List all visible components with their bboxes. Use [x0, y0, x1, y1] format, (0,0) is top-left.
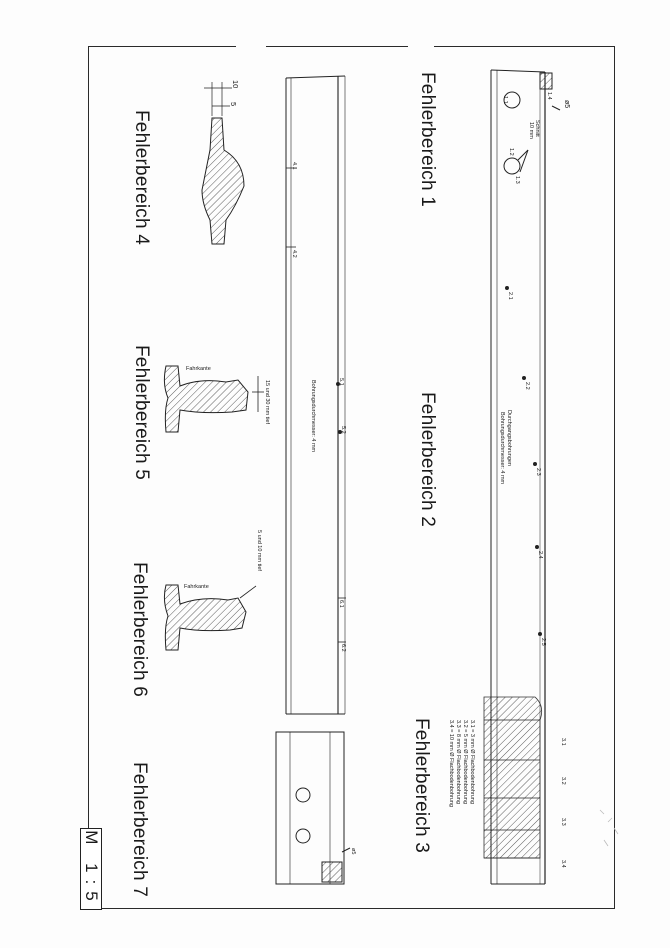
mark-1-3: 1.3	[514, 176, 520, 184]
flat-hole-3-2: 3.2 = 5 mm Ø Flachbodenbohrung	[462, 720, 468, 804]
fahrkante-label-5: Fahrkante	[186, 366, 211, 372]
mark-2-2: 2.2	[524, 382, 530, 390]
fahrkante-label-6: Fahrkante	[184, 584, 209, 590]
mark-4-1: 4.1	[291, 162, 297, 170]
heading-fehlerbereich-7: Fehlerbereich 7	[129, 762, 150, 898]
rail-mid	[286, 76, 346, 714]
depth-label-5: 15 und 30 mm tief	[264, 380, 270, 425]
mark-2-1: 2.1	[507, 292, 513, 300]
flat-hole-3-4: 3.4 = 10 mm Ø Flachbodenbohrung	[448, 720, 454, 807]
scale-label: M 1:5	[82, 830, 101, 908]
dim-10: 10	[231, 80, 240, 89]
mark-3-2: 3.2	[560, 777, 566, 785]
bottom-end-label: ø5	[350, 848, 356, 855]
end-diameter-label: ø5	[563, 100, 570, 109]
mark-6-1: 6.1	[338, 600, 344, 608]
heading-fehlerbereich-2: Fehlerbereich 2	[417, 392, 438, 528]
heading-fehlerbereich-6: Fehlerbereich 6	[129, 562, 150, 698]
mark-1-2: 1.2	[508, 148, 514, 156]
holes-note-1: Durchgangsbohrungen	[506, 410, 512, 466]
mark-3-1: 3.1	[560, 738, 566, 746]
depth-label-6: 5 und 10 mm tief	[256, 530, 262, 571]
rail-bottom	[276, 732, 350, 884]
mark-2-5: 2.5	[540, 638, 546, 646]
mid-rail-note: Bohrungsdurchmesser: 4 mm	[310, 380, 316, 453]
heading-fehlerbereich-5: Fehlerbereich 5	[131, 345, 152, 481]
profile-4	[202, 82, 244, 244]
mark-4-2: 4.2	[291, 250, 297, 258]
dim-5: 5	[229, 102, 238, 107]
mark-3-3: 3.3	[560, 818, 566, 826]
schnitt-label: Schnitt	[534, 120, 540, 137]
mark-1-1: 1.1	[502, 96, 508, 104]
flat-hole-3-1: 3.1 = 3 mm Ø Flachbodenbohrung	[469, 720, 475, 804]
rail-top	[484, 70, 560, 884]
mark-5-2: 5.2	[340, 426, 346, 434]
profile-6	[164, 585, 256, 650]
mark-2-3: 2.3	[535, 468, 541, 476]
heading-fehlerbereich-4: Fehlerbereich 4	[131, 110, 152, 246]
scale-box	[80, 828, 102, 910]
profile-5	[164, 366, 264, 432]
holes-note-2: Bohrungsdurchmesser: 4 mm	[499, 412, 505, 485]
mark-6-2: 6.2	[340, 644, 346, 652]
mark-5-1: 5.1	[338, 378, 344, 386]
hatched-end	[540, 73, 552, 89]
heading-fehlerbereich-3: Fehlerbereich 3	[411, 718, 432, 854]
hole-1-2	[504, 158, 520, 174]
hatched-zone-3	[484, 697, 542, 858]
mark-3-4: 3.4	[560, 860, 566, 868]
mark-2-4: 2.4	[537, 551, 543, 559]
mark-1-4: 1.4	[546, 92, 552, 100]
scan-marks	[600, 810, 618, 846]
heading-fehlerbereich-1: Fehlerbereich 1	[417, 72, 438, 208]
flat-hole-3-3: 3.3 = 8 mm Ø Flachbodenbohrung	[455, 720, 461, 804]
schnitt-mm-label: 10 mm	[528, 122, 534, 139]
